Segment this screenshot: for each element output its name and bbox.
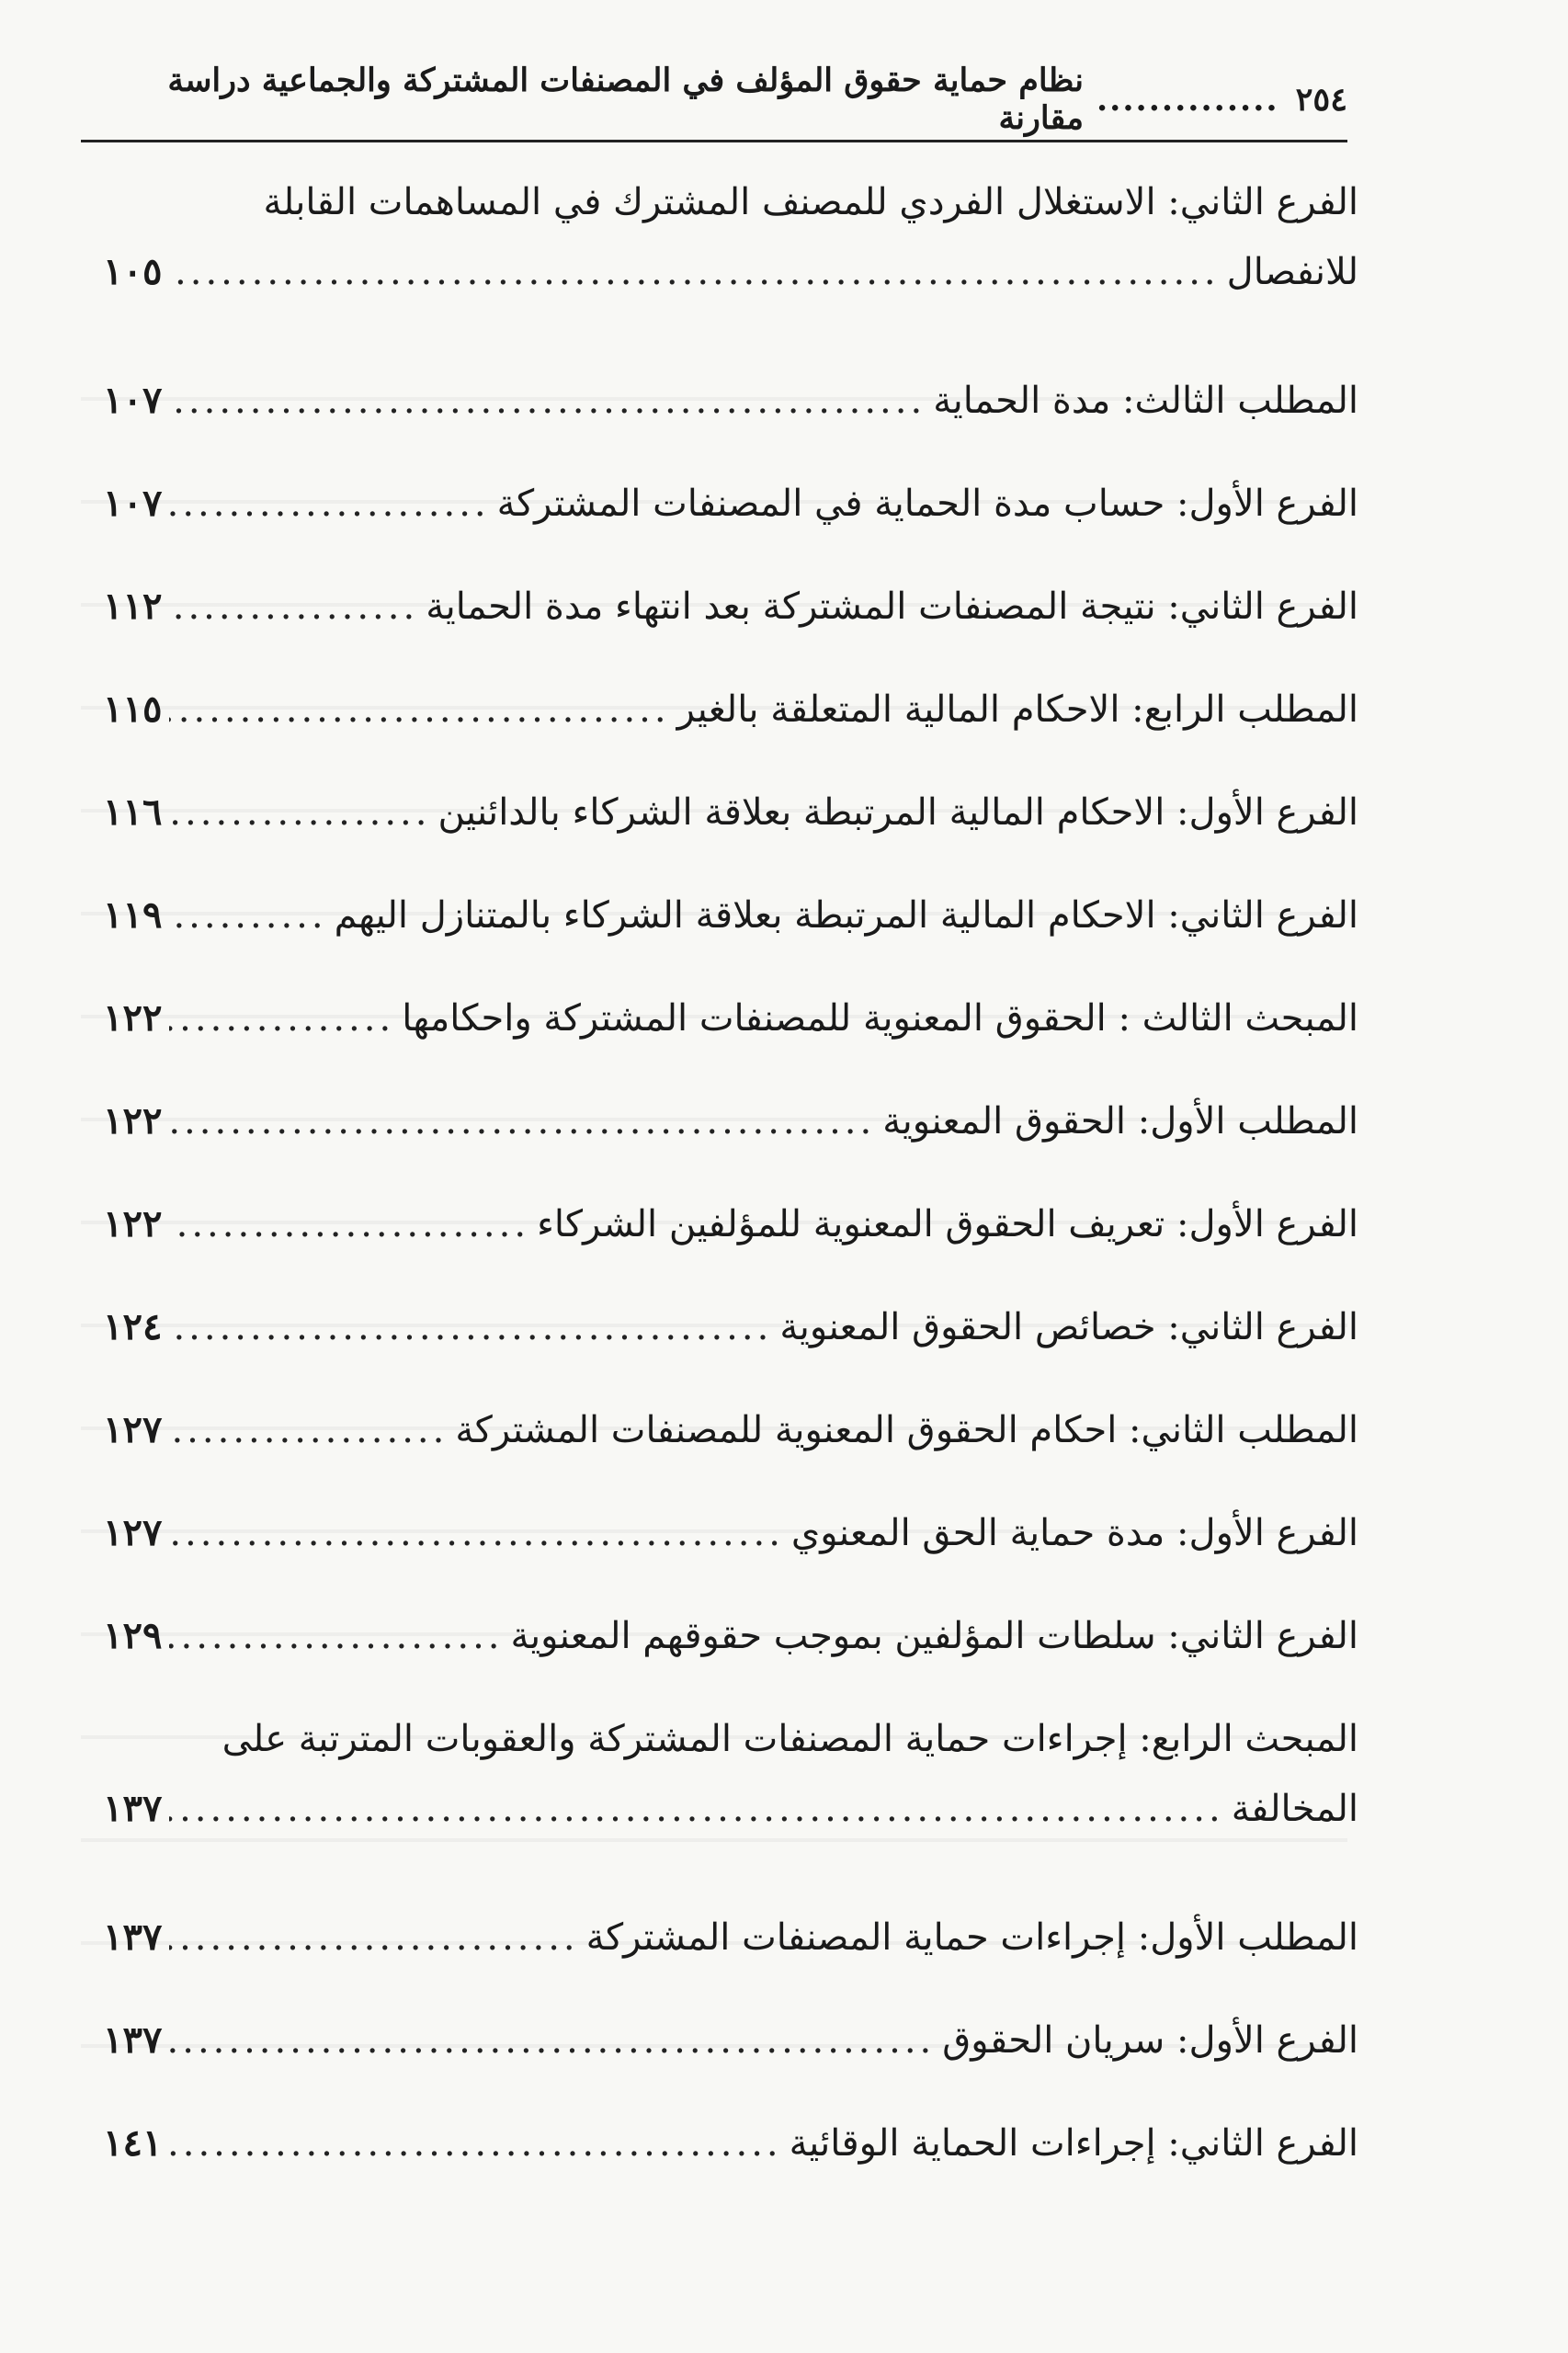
toc-entry [103,1099,1358,1206]
toc-leader-dots [169,1790,1223,1827]
toc-page-number: ١٠٥ [103,250,163,293]
running-header [81,62,1347,137]
toc-leader-dots [169,1919,578,1956]
toc-entry [103,688,1358,794]
toc-page-number: ١٠٧ [103,482,163,525]
toc-entry [103,996,1358,1103]
toc-entry-title: الفرع الثاني: خصائص الحقوق المعنوية [779,1306,1358,1348]
toc-leader-dots [169,1309,772,1346]
toc-leader-dots [169,2022,935,2059]
toc-entry [103,1614,1358,1721]
toc-entry [103,1511,1358,1618]
toc-entry-title: الفرع الثاني: إجراءات الحماية الوقائية [789,2122,1358,2165]
toc-page-number: ١٢٩ [103,1614,163,1657]
toc-page-number: ١٢٧ [103,1511,163,1554]
toc-entry [103,1305,1358,1412]
toc-entry [103,2018,1358,2125]
toc-entry-title: المطلب الثالث: مدة الحماية [933,380,1358,422]
toc-leader-dots [169,1000,394,1037]
toc-entry-title: الفرع الأول: الاحكام المالية المرتبطة بعلاقة الشركاء بالدائنين [437,791,1358,834]
toc-leader-dots [169,691,669,728]
toc-page-number: ١٢٤ [103,1305,163,1348]
header-book-title: نظام حماية حقوق المؤلف في المصنفات المشتركة والجماعية دراسة مقارنة [167,62,1084,137]
toc-entry-title: المطلب الأول: إجراءات حماية المصنفات المشتركة [585,1916,1358,1959]
toc-leader-dots [169,2125,781,2162]
toc-entry [103,893,1358,1000]
toc-leader-dots [169,1412,448,1449]
toc-page-number: ١١٥ [103,688,163,731]
toc-entry [103,1408,1358,1515]
toc-entry [103,379,1358,485]
toc-entry-title: الفرع الثاني: نتيجة المصنفات المشتركة بعد انتهاء مدة الحماية [426,585,1358,628]
toc-leader-dots [169,1103,875,1140]
toc-leader-dots [169,588,418,625]
toc-entry-title: الفرع الأول: حساب مدة الحماية في المصنفات المشتركة [496,483,1358,525]
toc-leader-dots [169,1206,529,1243]
toc-page-number: ١٢٢ [103,1099,163,1142]
toc-entry [103,2121,1358,2228]
toc-leader-dots [169,254,1219,290]
toc-leader-dots [169,1515,783,1552]
toc-entry [103,181,1358,357]
header-page-number: ٢٥٤ [1295,80,1347,119]
toc-page-number: ١٢٢ [103,996,163,1040]
toc-leader-dots [169,794,430,831]
toc-entry-title: الفرع الأول: تعريف الحقوق المعنوية للمؤلفين الشركاء [537,1203,1358,1245]
toc-page-number: ١٢٧ [103,1408,163,1451]
toc-page-number: ١٤١ [103,2121,163,2165]
toc-entry [103,482,1358,588]
toc-entry-title: للانفصال [1226,251,1358,293]
toc-entry-title: المطلب الرابع: الاحكام المالية المتعلقة بالغير [676,688,1358,731]
toc-page-number: ١٣٧ [103,1915,163,1959]
header-divider [81,140,1347,142]
toc-entry [103,1202,1358,1309]
toc-entry-title: الفرع الثاني: سلطات المؤلفين بموجب حقوقهم المعنوية [510,1615,1358,1657]
toc-page-number: ١٣٧ [103,1787,163,1830]
toc-entry-title: المطلب الأول: الحقوق المعنوية [882,1100,1358,1142]
toc-entry-title: المطلب الثاني: احكام الحقوق المعنوية للمصنفات المشتركة [455,1409,1358,1451]
toc-entry-title: الفرع الأول: مدة حماية الحق المعنوي [790,1512,1358,1554]
table-of-contents [103,181,1358,2228]
toc-page-number: ١١٩ [103,893,163,937]
toc-leader-dots [169,1618,503,1654]
toc-entry-title: المخالفة [1231,1788,1358,1830]
toc-page-number: ١٣٧ [103,2018,163,2062]
toc-entry-title: الفرع الأول: سريان الحقوق [942,2019,1358,2062]
toc-page-number: ١١٦ [103,790,163,834]
toc-entry-title-line1: المبحث الرابع: إجراءات حماية المصنفات المشتركة والعقوبات المترتبة على [222,1718,1358,1760]
toc-entry-title: الفرع الثاني: الاحكام المالية المرتبطة بعلاقة الشركاء بالمتنازل اليهم [334,894,1358,937]
toc-entry [103,790,1358,897]
toc-entry-title-line1: الفرع الثاني: الاستغلال الفردي للمصنف المشترك في المساهمات القابلة [263,181,1358,223]
toc-page-number: ١٢٢ [103,1202,163,1245]
toc-leader-dots [169,382,926,419]
toc-entry [103,1915,1358,2022]
toc-entry-title: المبحث الثالث : الحقوق المعنوية للمصنفات المشتركة واحكامها [402,997,1358,1040]
toc-page-number: ١٠٧ [103,379,163,422]
toc-leader-dots [169,897,326,934]
toc-page-number: ١١٢ [103,585,163,628]
toc-leader-dots [169,485,489,522]
toc-entry [103,585,1358,691]
toc-entry [103,1718,1358,1893]
header-leader-dots: .............. [1096,80,1279,119]
